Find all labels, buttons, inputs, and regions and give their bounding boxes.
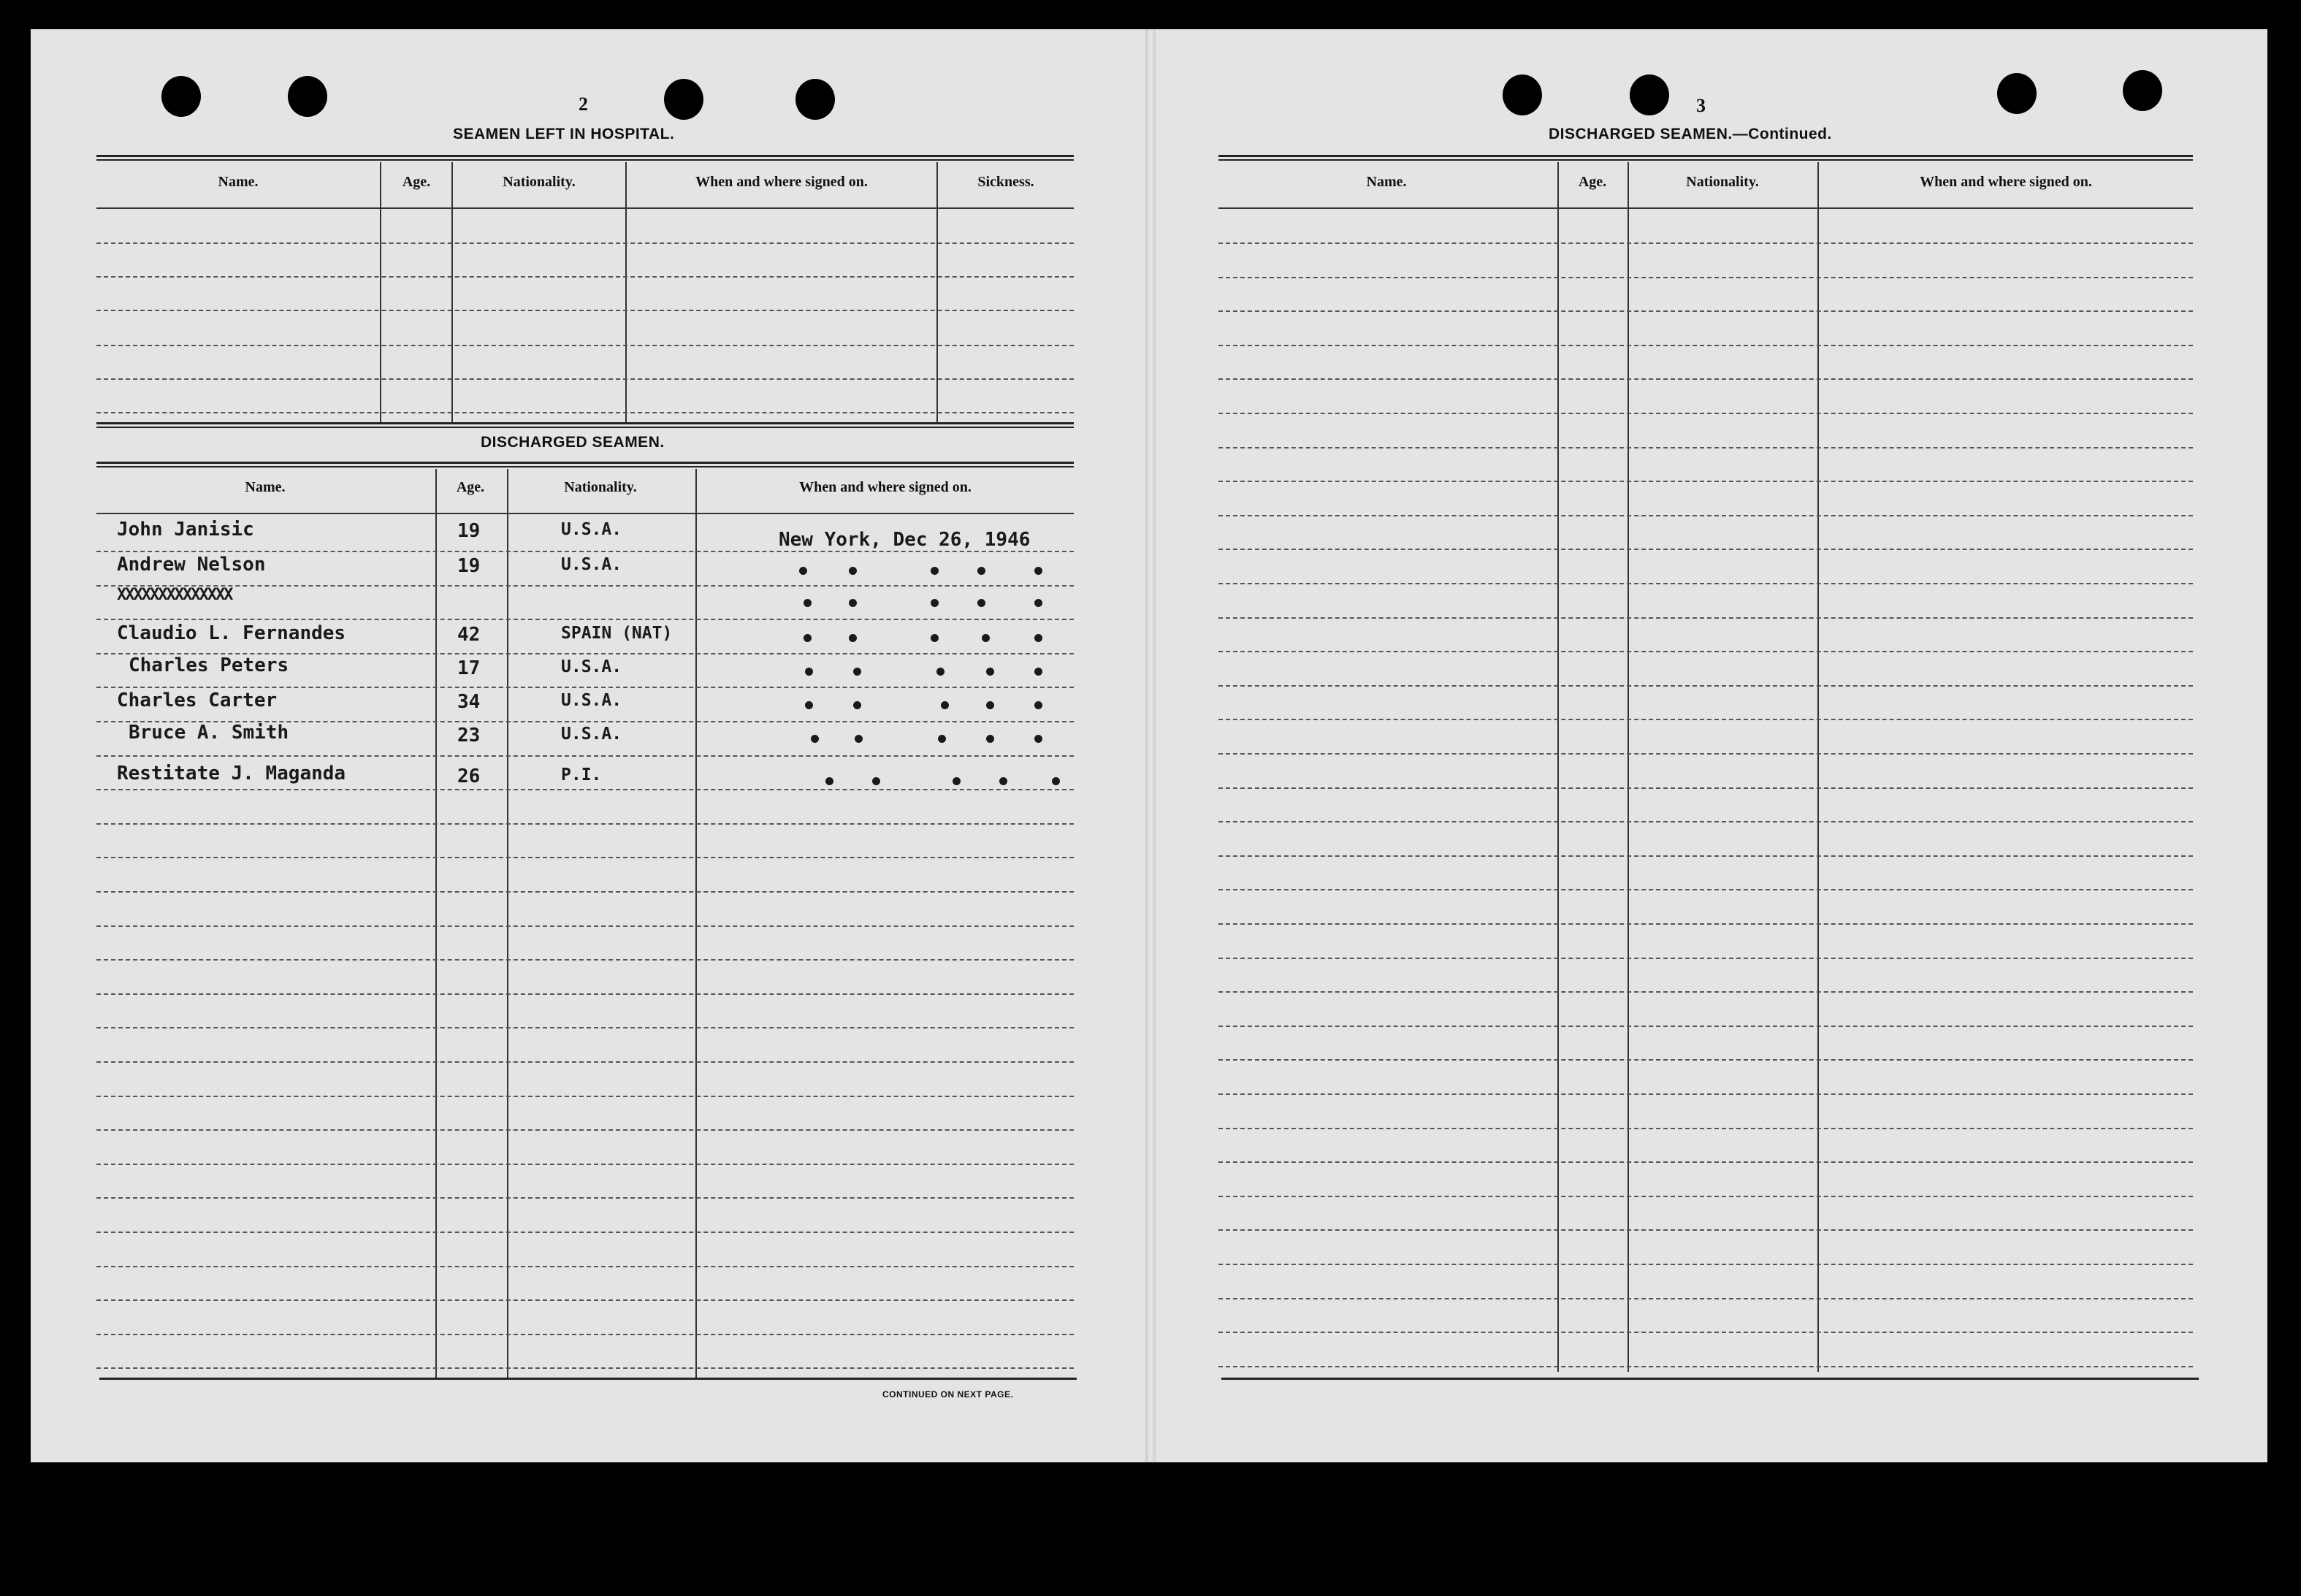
seaman-name: Charles Carter <box>117 690 278 711</box>
section-title-text: DISCHARGED SEAMEN. <box>1549 126 1733 142</box>
row-line <box>96 619 1074 620</box>
seaman-name: Andrew Nelson <box>117 554 266 576</box>
ditto-mark <box>872 777 880 785</box>
ditto-mark <box>811 735 819 743</box>
punch-hole <box>1997 73 2037 114</box>
row-line <box>96 823 1074 825</box>
seaman-name: Charles Peters <box>129 654 289 676</box>
column-divider <box>451 162 453 424</box>
column-header-name: Name. <box>245 479 286 495</box>
ditto-mark <box>849 634 857 642</box>
seaman-name: Restitate J. Maganda <box>117 763 346 784</box>
row-line <box>96 1129 1074 1131</box>
row-line <box>1218 1026 2193 1027</box>
row-line <box>96 755 1074 757</box>
page-fold <box>1145 29 1156 1462</box>
ditto-mark <box>849 567 857 575</box>
row-line <box>1218 958 2193 959</box>
row-line <box>1218 923 2193 925</box>
row-line <box>96 1266 1074 1267</box>
row-line <box>1218 1229 2193 1231</box>
discharged-table <box>96 469 1074 1382</box>
seaman-name: John Janisic <box>117 519 254 541</box>
discharged-continued-title <box>1549 126 1832 143</box>
ditto-mark <box>931 567 939 575</box>
seaman-age: 34 <box>457 691 481 713</box>
row-line <box>1218 1161 2193 1163</box>
row-line <box>1218 549 2193 550</box>
row-line <box>1218 787 2193 789</box>
row-line <box>96 551 1074 552</box>
column-header-sickness: Sickness. <box>977 174 1034 190</box>
seaman-age: 19 <box>457 520 481 542</box>
column-header-age: Age. <box>402 174 431 190</box>
row-line <box>1218 447 2193 448</box>
hospital-table <box>96 162 1074 425</box>
row-line <box>96 1164 1074 1165</box>
row-line <box>1218 855 2193 857</box>
ditto-mark <box>799 567 807 575</box>
row-line <box>96 412 1074 413</box>
seaman-age: 17 <box>457 657 481 679</box>
header-rule <box>96 513 1074 514</box>
row-line <box>96 378 1074 380</box>
row-line <box>96 857 1074 858</box>
row-line <box>1218 1128 2193 1129</box>
row-line <box>1218 378 2193 380</box>
row-line <box>1218 889 2193 890</box>
row-line <box>1218 243 2193 244</box>
column-header-age: Age. <box>1578 174 1607 190</box>
punch-hole <box>1503 75 1542 115</box>
ditto-mark <box>986 701 994 709</box>
continued-note: CONTINUED ON NEXT PAGE. <box>882 1389 1014 1400</box>
row-line <box>1218 277 2193 278</box>
bottom-rule <box>1221 1378 2199 1380</box>
section-rule <box>1218 155 2193 161</box>
column-divider <box>1628 162 1629 1372</box>
hospital-section-title: SEAMEN LEFT IN HOSPITAL. <box>453 126 675 142</box>
seaman-age: 23 <box>457 725 481 747</box>
punch-hole <box>795 79 835 120</box>
seaman-name: Claudio L. Fernandes <box>117 622 346 644</box>
row-line <box>96 1197 1074 1199</box>
row-line <box>96 1334 1074 1335</box>
ditto-mark <box>804 599 812 607</box>
ditto-mark <box>938 735 946 743</box>
punch-hole <box>161 76 201 117</box>
ditto-mark <box>825 777 833 785</box>
ditto-mark <box>931 599 939 607</box>
ditto-mark <box>1034 668 1042 676</box>
column-header-nationality: Nationality. <box>503 174 576 190</box>
column-divider <box>380 162 381 424</box>
seaman-nationality: SPAIN (NAT) <box>561 624 673 643</box>
row-line <box>96 1096 1074 1097</box>
ditto-mark <box>1034 567 1042 575</box>
column-divider <box>695 469 697 1379</box>
seaman-nationality: U.S.A. <box>561 657 622 676</box>
ditto-mark <box>1034 634 1042 642</box>
ditto-mark <box>977 599 985 607</box>
ditto-mark <box>1052 777 1060 785</box>
row-line <box>1218 1366 2193 1367</box>
punch-hole <box>2123 70 2162 111</box>
seaman-nationality: U.S.A. <box>561 555 622 574</box>
seaman-nationality: U.S.A. <box>561 725 622 744</box>
section-rule <box>96 155 1074 161</box>
header-rule <box>96 207 1074 209</box>
column-header-name: Name. <box>1366 174 1407 190</box>
row-line <box>96 789 1074 790</box>
row-line <box>1218 651 2193 652</box>
ditto-mark <box>931 634 939 642</box>
row-line <box>96 1367 1074 1369</box>
column-header-signed-on: When and where signed on. <box>695 174 868 190</box>
ditto-mark <box>986 735 994 743</box>
ditto-mark <box>1034 599 1042 607</box>
row-line <box>1218 1264 2193 1265</box>
ditto-mark <box>855 735 863 743</box>
row-line <box>1218 991 2193 993</box>
row-line <box>96 1061 1074 1063</box>
seaman-age: 42 <box>457 624 481 646</box>
ditto-mark <box>804 634 812 642</box>
column-divider <box>1817 162 1819 1372</box>
row-line <box>1218 583 2193 584</box>
column-header-name: Name. <box>218 174 259 190</box>
ditto-mark <box>1034 701 1042 709</box>
punch-hole <box>1630 75 1669 115</box>
ditto-mark <box>953 777 961 785</box>
row-line <box>96 276 1074 278</box>
row-line <box>96 345 1074 346</box>
punch-hole <box>664 79 703 120</box>
seaman-signed-on: New York, Dec 26, 1946 <box>779 529 1031 551</box>
seaman-nationality: P.I. <box>561 765 602 784</box>
row-line <box>1218 685 2193 687</box>
discharged-section-title: DISCHARGED SEAMEN. <box>481 434 665 451</box>
row-line <box>1218 1332 2193 1333</box>
seaman-age: 19 <box>457 555 481 577</box>
ditto-mark <box>941 701 949 709</box>
ditto-mark <box>1034 735 1042 743</box>
row-line <box>1218 753 2193 755</box>
row-line <box>96 243 1074 244</box>
row-line <box>96 1299 1074 1301</box>
section-title-suffix: —Continued. <box>1732 126 1832 142</box>
column-divider <box>507 469 508 1379</box>
row-line <box>96 1027 1074 1028</box>
ditto-mark <box>805 668 813 676</box>
ditto-mark <box>977 567 985 575</box>
ditto-mark <box>986 668 994 676</box>
row-line <box>96 993 1074 995</box>
row-line <box>1218 345 2193 346</box>
ditto-mark <box>936 668 945 676</box>
seaman-nationality: U.S.A. <box>561 691 622 710</box>
row-line <box>1218 821 2193 822</box>
section-rule <box>96 422 1074 428</box>
row-line <box>96 310 1074 311</box>
row-line <box>1218 617 2193 619</box>
page-number: 3 <box>1696 95 1706 116</box>
column-divider <box>625 162 627 424</box>
row-line <box>1218 1059 2193 1061</box>
ditto-mark <box>849 599 857 607</box>
discharged-table-continued <box>1218 162 2193 1375</box>
row-line <box>1218 1298 2193 1299</box>
row-line <box>96 959 1074 961</box>
ditto-mark <box>805 701 813 709</box>
column-header-signed-on: When and where signed on. <box>1920 174 2092 190</box>
punch-hole <box>288 76 327 117</box>
column-header-nationality: Nationality. <box>564 479 637 495</box>
row-line <box>1218 310 2193 312</box>
column-header-age: Age. <box>456 479 485 495</box>
column-divider <box>936 162 938 424</box>
row-line <box>1218 1196 2193 1197</box>
column-header-signed-on: When and where signed on. <box>799 479 972 495</box>
row-line <box>96 925 1074 927</box>
ditto-mark <box>853 668 861 676</box>
row-line <box>1218 719 2193 720</box>
seaman-nationality: U.S.A. <box>561 520 622 539</box>
row-line <box>96 1232 1074 1233</box>
row-line <box>1218 1093 2193 1095</box>
ditto-mark <box>982 634 990 642</box>
header-rule <box>1218 207 2193 209</box>
ditto-mark <box>999 777 1007 785</box>
row-line <box>1218 413 2193 414</box>
seaman-age: 26 <box>457 765 481 787</box>
row-line <box>1218 515 2193 516</box>
section-rule <box>96 462 1074 467</box>
seaman-name-struck: XXXXXXXXXXXXXX <box>117 586 232 604</box>
column-header-nationality: Nationality. <box>1686 174 1759 190</box>
row-line <box>96 891 1074 893</box>
column-divider <box>435 469 437 1379</box>
seaman-name: Bruce A. Smith <box>129 722 289 744</box>
bottom-rule <box>99 1378 1077 1380</box>
row-line <box>96 687 1074 688</box>
row-line <box>1218 481 2193 482</box>
page-number: 2 <box>579 93 588 115</box>
column-divider <box>1557 162 1559 1372</box>
ditto-mark <box>853 701 861 709</box>
row-line <box>96 585 1074 587</box>
